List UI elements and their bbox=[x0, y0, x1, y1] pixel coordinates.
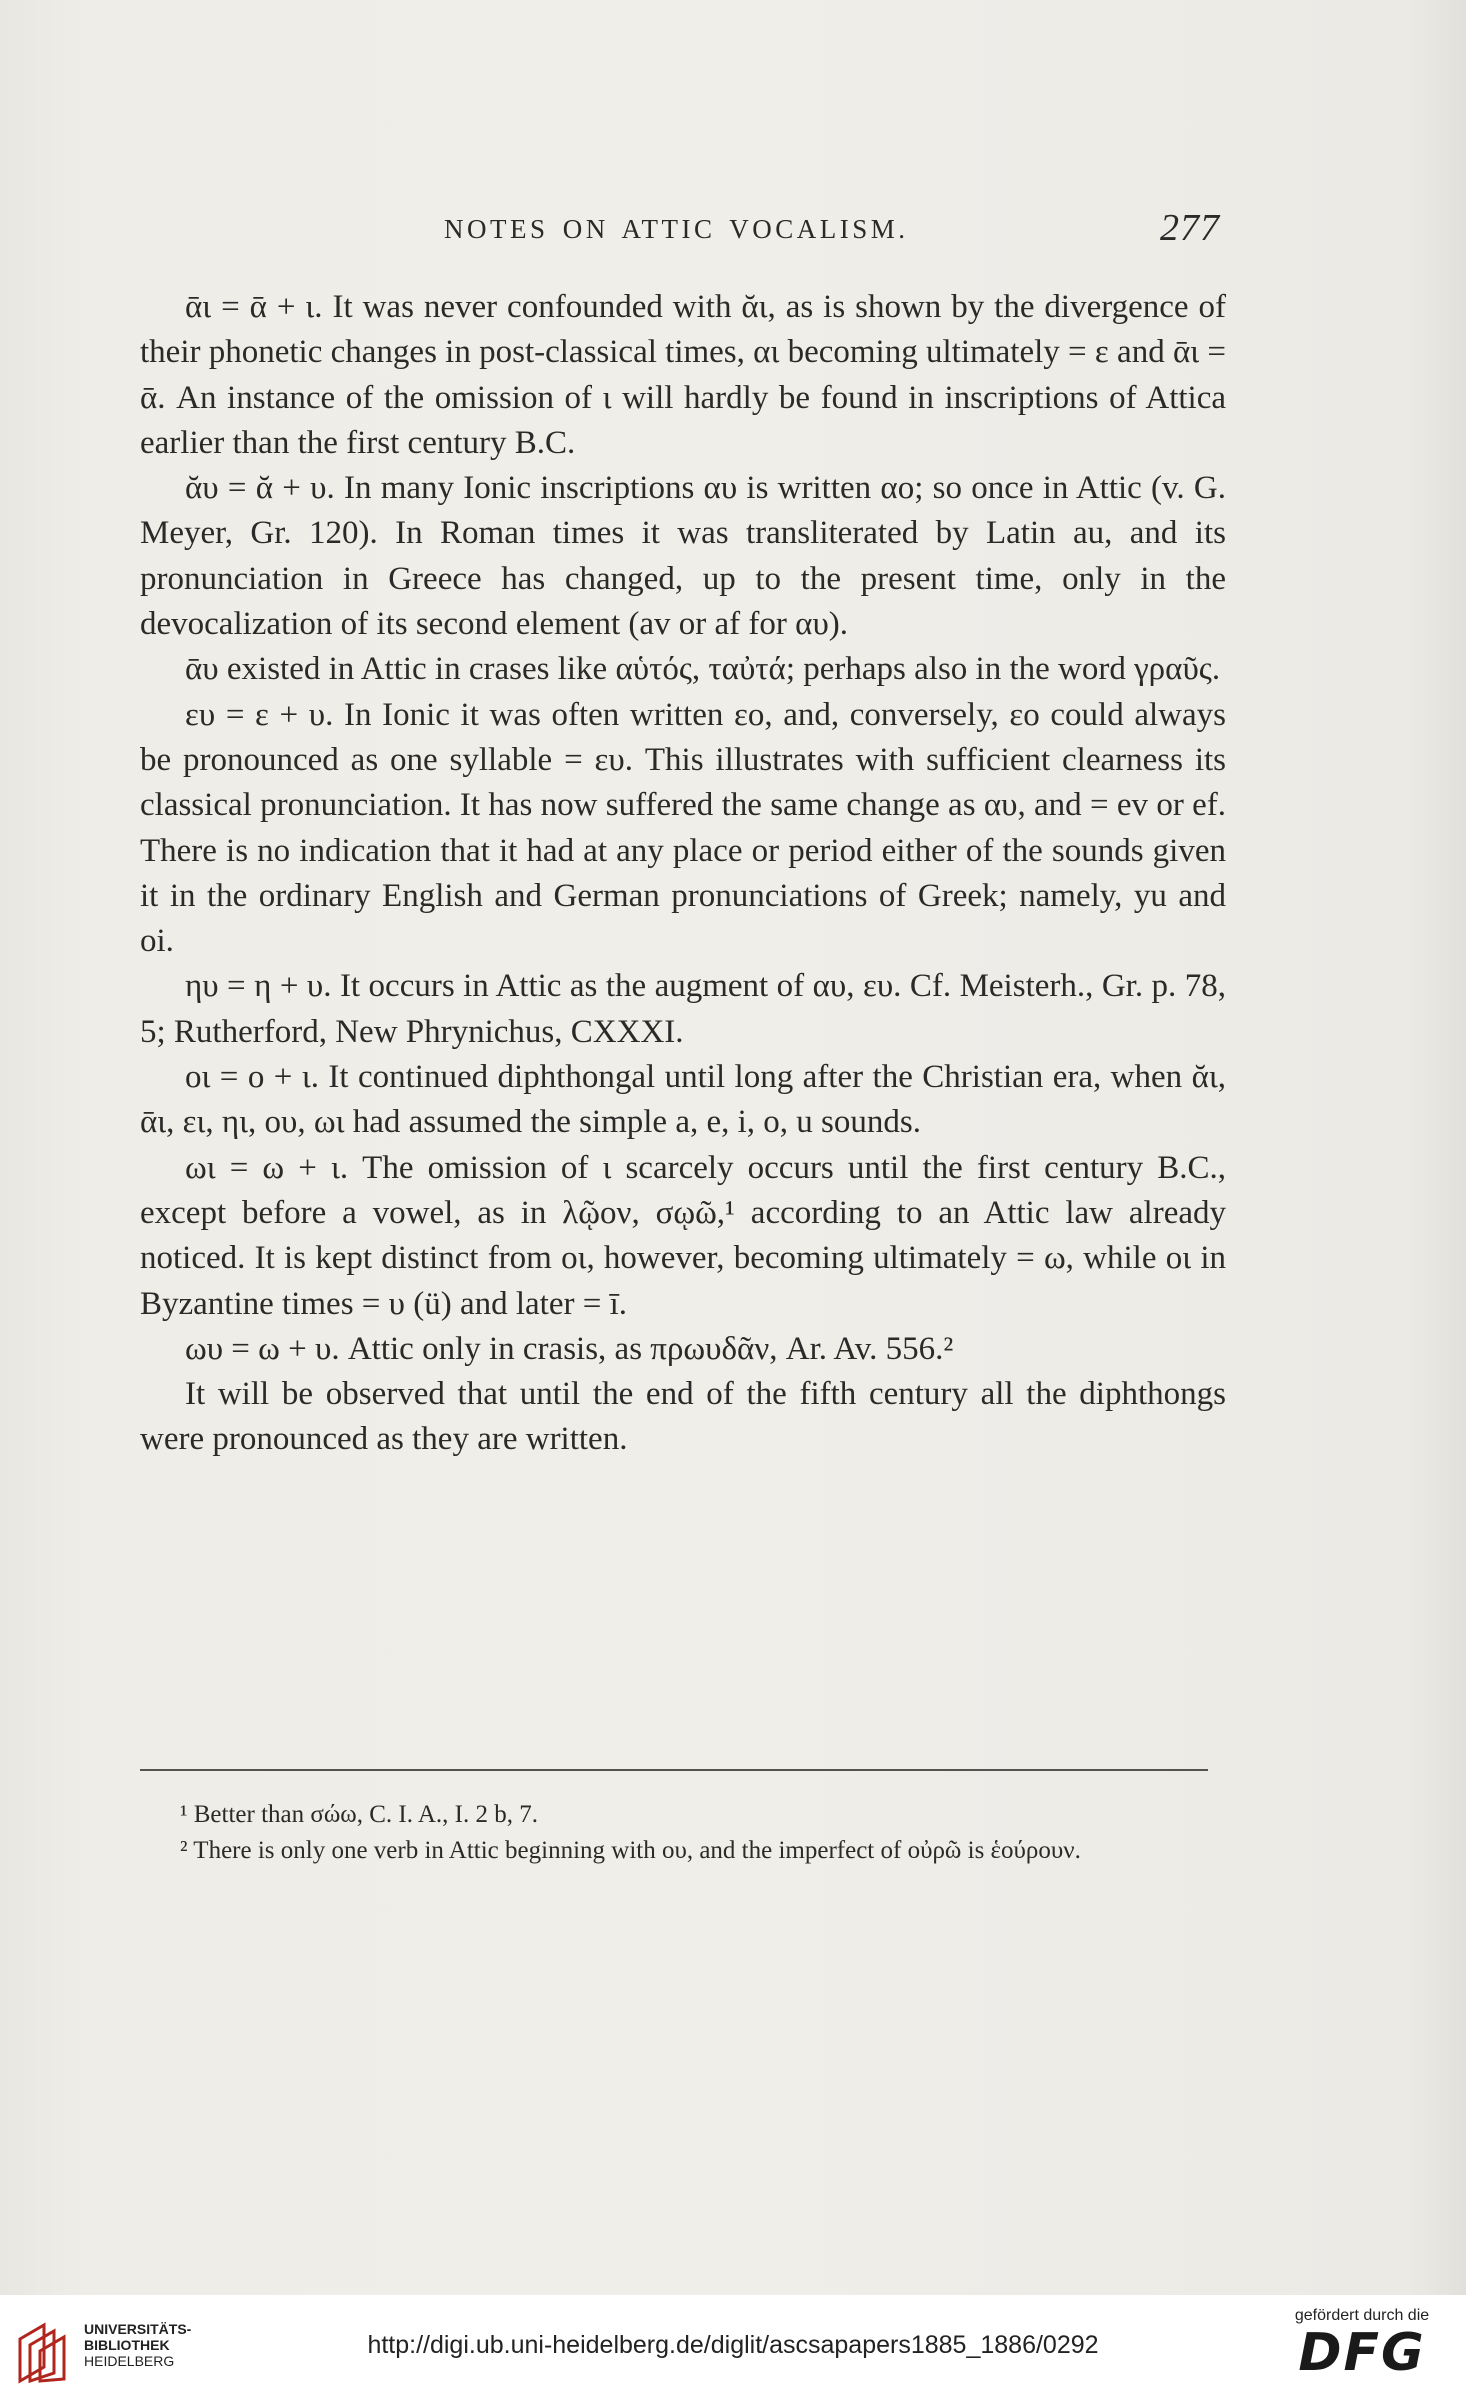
page-number: 277 bbox=[1160, 207, 1220, 249]
paragraph-au-short: ᾰυ = ᾰ + υ. In many Ionic inscriptions αυ is written αο; so once in Attic (v. G. Meyer, Gr. 120). In Roman times it was transliterated by Latin au, and its pronunciation in Greece has changed, up to the present time, only in the devocalization of its second element (av or af for αυ). bbox=[140, 470, 1226, 643]
permalink[interactable]: http://digi.ub.uni-heidelberg.de/diglit/ascsapapers1885_1886/0292 bbox=[367, 2331, 1099, 2359]
institution-line-1: UNIVERSITÄTS- bbox=[84, 2321, 192, 2337]
funder-caption: gefördert durch die bbox=[1294, 2307, 1430, 2324]
paragraph-au-long: ᾱυ existed in Attic in crases like αὑτός, ταὐτά; perhaps also in the word γραῦς. bbox=[185, 651, 1221, 688]
paragraph-eu: ευ = ε + υ. In Ionic it was often written εο, and, conversely, εο could always be pronounced as one syllable = ευ. This illustrates with sufficient clearness its classical pronunciation. It has now suffered the same change as αυ, and = ev or ef. There is no indication that it had at any place or period either of the sounds given it in the ordinary English and German pronunciations of Greek; namely, yu and oi. bbox=[140, 696, 1226, 960]
institution-line-3: HEIDELBERG bbox=[84, 2353, 175, 2369]
paragraph-conclusion: It will be observed that until the end of the fifth century all the diphthongs were pronounced as they are written. bbox=[140, 1376, 1226, 1458]
footnotes bbox=[140, 1797, 1226, 1869]
paragraph-oi: οι = ο + ι. It continued diphthongal until long after the Christian era, when ᾰι, ᾱι, ει, ηι, ου, ωι had assumed the simple a, e, i, o, u sounds. bbox=[140, 1059, 1226, 1141]
running-head: NOTES ON ATTIC VOCALISM. bbox=[444, 214, 909, 244]
institution-line-2: BIBLIOTHEK bbox=[84, 2337, 170, 2353]
funder-block bbox=[1282, 2307, 1442, 2381]
page-header bbox=[140, 207, 1240, 254]
digitization-footer bbox=[0, 2295, 1466, 2406]
dfg-logo-icon: DFG bbox=[1298, 2323, 1426, 2383]
paragraph-hu: ηυ = η + υ. It occurs in Attic as the augment of αυ, ευ. Cf. Meisterh., Gr. p. 78, 5; Rutherford, New Phrynichus, CXXXI. bbox=[140, 968, 1226, 1050]
paragraph-ai-long: ᾱι = ᾱ + ι. It was never confounded with ᾰι, as is shown by the divergence of their phonetic changes in post-classical times, αι becoming ultimately = ε and ᾱι = ᾱ. An instance of the omission of ι will hardly be found in inscriptions of Attica earlier than the first century B.C. bbox=[140, 289, 1226, 461]
paragraph-wu: ωυ = ω + υ. Attic only in crasis, as πρωυδᾶν, Ar. Av. 556.² bbox=[185, 1330, 954, 1367]
paragraph-wi: ωι = ω + ι. The omission of ι scarcely occurs until the first century B.C., except before a vowel, as in λῷον, σῳῶ,¹ according to an Attic law already noticed. It is kept distinct from οι, however, becoming ultimately = ω, while οι in Byzantine times = υ (ü) and later = ī. bbox=[140, 1149, 1226, 1322]
footnote-1: ¹ Better than σώω, C. I. A., I. 2 b, 7. bbox=[180, 1801, 539, 1828]
footnote-2: ² There is only one verb in Attic beginning with ου, and the imperfect of οὐρῶ is ἑούρουν. bbox=[180, 1837, 1081, 1864]
body-text bbox=[140, 285, 1226, 1463]
footnote-rule bbox=[140, 1769, 1208, 1771]
